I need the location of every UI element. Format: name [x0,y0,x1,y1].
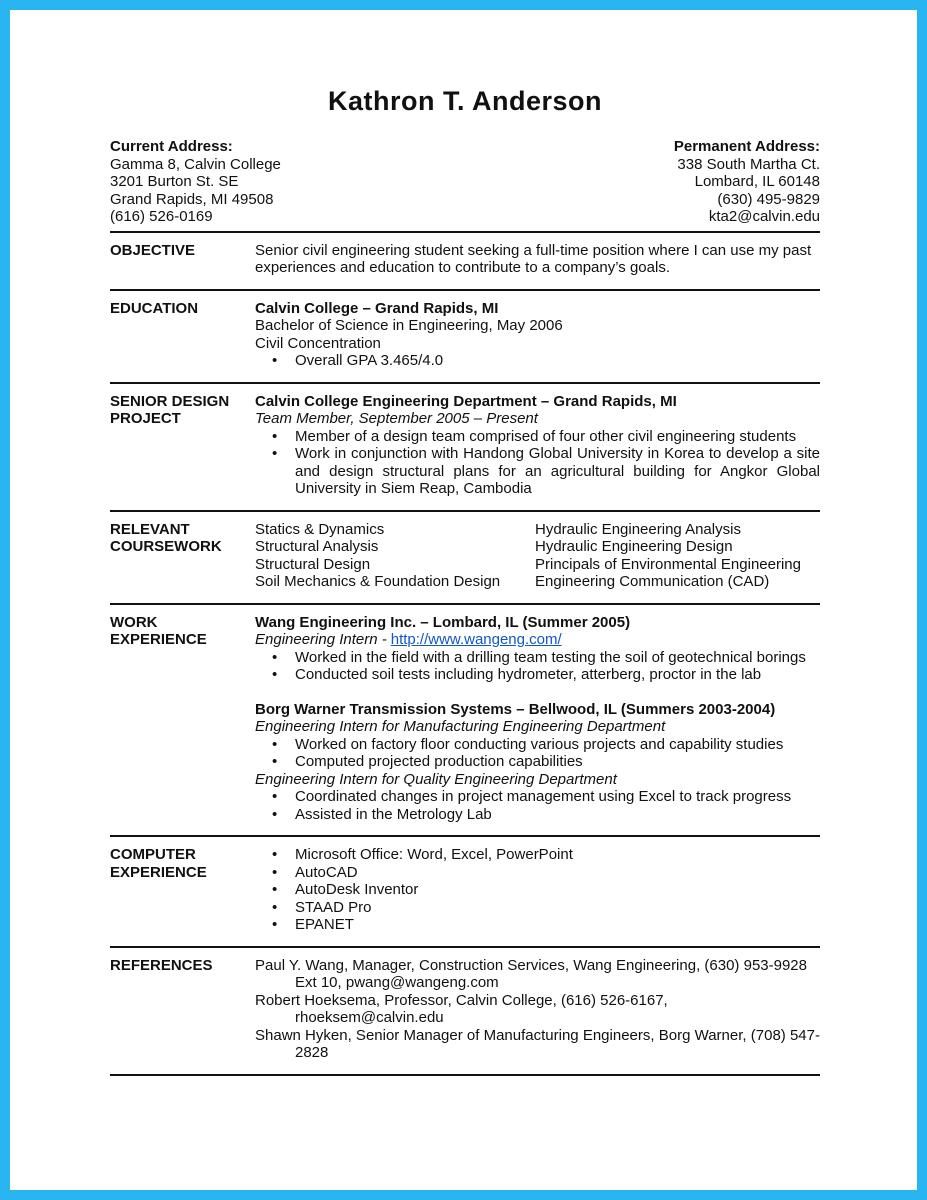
bullet-icon: • [272,898,278,916]
section-work-experience [110,605,820,838]
bullet-item: • Worked on factory floor conducting various projects and capability studies [255,736,820,754]
section-relevant-coursework [110,512,820,605]
references-body [255,957,820,1062]
bullet-item: • STAAD Pro [255,899,820,917]
coursework-columns [255,521,820,591]
senior-design-bullets [255,428,820,498]
current-address-label: Current Address: [110,138,233,155]
current-address [110,138,281,226]
bullet-icon: • [272,846,278,863]
role-line: Team Member, September 2005 – Present [255,410,538,427]
course-item: Statics & Dynamics [255,520,385,538]
bullet-icon: • [272,427,278,445]
computer-experience-body [255,846,820,934]
job-title: Borg Warner Transmission Systems – Bellwood, IL (Summers 2003-2004) [255,700,776,718]
section-label: COMPUTER EXPERIENCE [110,846,207,881]
bullet-icon: • [272,735,278,753]
section-label: REFERENCES [110,956,213,974]
objective-text: Senior civil engineering student seeking a full-time position where I can use my past experiences and education to contribute to a company’s goals. [255,241,812,276]
address-line: kta2@calvin.edu [708,208,820,225]
company-website-link[interactable]: http://www.wangeng.com/ [390,631,562,648]
senior-design-body [255,393,820,498]
address-line: (616) 526-0169 [110,208,213,225]
bullet-icon: • [272,805,278,823]
section-label: OBJECTIVE [110,241,196,259]
section-label: SENIOR DESIGN PROJECT [110,392,230,427]
reference-entry: Paul Y. Wang, Manager, Construction Services, Wang Engineering, (630) 953-9928 Ext 10, pwang@wangeng.com [255,956,807,991]
job-role-line [255,631,820,649]
section-label: EDUCATION [110,299,199,317]
bullet-item: • Worked in the field with a drilling team testing the soil of geotechnical borings [255,649,820,667]
bullet-item: • Computed projected production capabilities [255,753,820,771]
job-role: Engineering Intern for Manufacturing Engineering Department [255,718,666,735]
bullet-icon: • [272,352,278,369]
bullet-item: • Assisted in the Metrology Lab [255,806,820,824]
page-title: Kathron T. Anderson [327,86,602,116]
job-title: Wang Engineering Inc. – Lombard, IL (Summer 2005) [255,613,631,631]
job-wang-engineering [255,614,820,684]
bullet-item: • Overall GPA 3.465/4.0 [255,352,820,370]
bullet-icon: • [272,648,278,666]
permanent-address [674,138,820,226]
course-item: Hydraulic Engineering Analysis [535,520,741,538]
job-borg-warner [255,701,820,824]
bullet-item: • AutoCAD [255,864,820,882]
section-education [110,291,820,384]
course-item: Principals of Environmental Engineering [535,555,801,573]
coursework-right-column [535,521,820,591]
address-line: Grand Rapids, MI 49508 [110,190,274,208]
reference-entry: Robert Hoeksema, Professor, Calvin College, (616) 526-6167, rhoeksem@calvin.edu [255,991,668,1026]
concentration-line: Civil Concentration [255,334,381,352]
bullet-item: • Member of a design team comprised of four other civil engineering students [255,428,820,446]
job-role: Engineering Intern for Quality Engineering Department [255,770,617,788]
reference-entry: Shawn Hyken, Senior Manager of Manufacturing Engineers, Borg Warner, (708) 547-2828 [255,1026,820,1061]
computer-bullets [255,846,820,934]
bullet-icon: • [272,666,278,683]
course-item: Hydraulic Engineering Design [535,538,733,555]
permanent-address-lines [674,156,820,226]
address-line: 3201 Burton St. SE [110,173,239,190]
bullet-icon: • [272,863,278,881]
bullet-item: • Microsoft Office: Word, Excel, PowerPoint [255,846,820,864]
bullet-item: • AutoDesk Inventor [255,881,820,899]
address-block [110,138,820,233]
coursework-left-column [255,521,535,591]
job-role: Engineering Intern - [255,631,387,648]
job-bullets [255,788,820,823]
education-body [255,300,820,370]
resume-page [10,10,917,1190]
section-objective [110,233,820,291]
bullet-item: • Work in conjunction with Handong Global University in Korea to develop a site and design structural plans for an agricultural building for Angkor Global University in Siem Reap, Cambodia [255,445,820,498]
section-label: WORK EXPERIENCE [110,613,207,648]
section-computer-experience [110,837,820,948]
bullet-icon: • [272,881,278,898]
bullet-icon: • [272,788,278,805]
course-item: Structural Design [255,555,371,573]
course-item: Structural Analysis [255,538,379,555]
bullet-icon: • [272,445,278,462]
address-line: Gamma 8, Calvin College [110,155,281,173]
work-experience-body [255,614,820,824]
school-name: Calvin College – Grand Rapids, MI [255,299,499,317]
org-name: Calvin College Engineering Department – Grand Rapids, MI [255,392,677,410]
degree-line: Bachelor of Science in Engineering, May 2006 [255,317,563,334]
bullet-icon: • [272,916,278,933]
permanent-address-label: Permanent Address: [673,138,820,155]
bullet-item: • Conducted soil tests including hydrometer, atterberg, proctor in the lab [255,666,820,684]
section-references [110,948,820,1076]
course-item: Engineering Communication (CAD) [535,573,770,590]
bullet-icon: • [272,753,278,770]
job-bullets [255,649,820,684]
resume-content [10,10,917,1076]
current-address-lines [110,156,281,226]
address-line: 338 South Martha Ct. [677,155,820,173]
address-line: (630) 495-9829 [717,190,820,208]
job-bullets [255,736,820,771]
address-line: Lombard, IL 60148 [694,173,820,190]
section-senior-design-project [110,384,820,512]
bullet-item: • EPANET [255,916,820,934]
bullet-item: • Coordinated changes in project management using Excel to track progress [255,788,820,806]
section-label: RELEVANT COURSEWORK [110,520,222,555]
course-item: Soil Mechanics & Foundation Design [255,573,501,590]
education-bullets [255,352,820,370]
